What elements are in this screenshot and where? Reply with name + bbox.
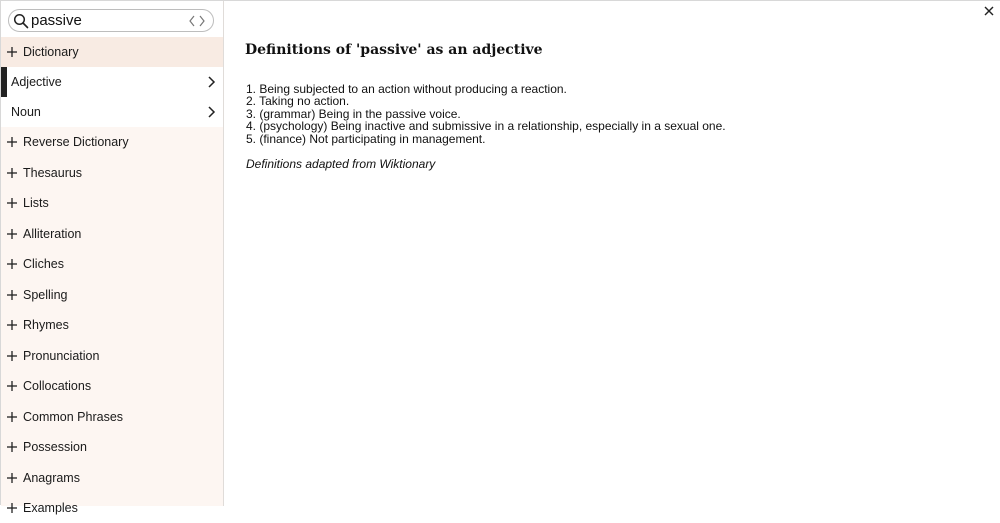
plus-icon — [6, 167, 18, 179]
plus-icon — [6, 319, 18, 331]
search-input[interactable] — [8, 9, 214, 32]
sidebar-item-label: Common Phrases — [23, 410, 124, 424]
sidebar-item-lists[interactable] — [1, 188, 223, 218]
sidebar-item-rhymes[interactable] — [1, 310, 223, 340]
sidebar-item-adjective[interactable] — [1, 67, 223, 97]
plus-icon — [6, 289, 18, 301]
sidebar-item-label: Dictionary — [23, 45, 79, 59]
sidebar-item-thesaurus[interactable] — [1, 158, 223, 188]
sidebar-item-label: Adjective — [11, 75, 62, 89]
sidebar-item-label: Possession — [23, 440, 87, 454]
plus-icon — [6, 502, 18, 514]
sidebar-item-examples[interactable] — [1, 493, 223, 523]
search-value[interactable]: passive — [31, 12, 82, 29]
plus-icon — [6, 441, 18, 453]
plus-icon — [6, 472, 18, 484]
plus-icon — [6, 46, 18, 58]
plus-icon — [6, 350, 18, 362]
plus-icon — [6, 380, 18, 392]
chevron-right-icon — [207, 106, 215, 118]
plus-icon — [6, 197, 18, 209]
sidebar-item-label: Examples — [23, 501, 78, 515]
sidebar-item-alliteration[interactable] — [1, 219, 223, 249]
plus-icon — [6, 411, 18, 423]
chevron-right-icon — [207, 76, 215, 88]
sidebar — [1, 1, 224, 515]
close-icon[interactable] — [982, 4, 996, 18]
sidebar-item-label: Reverse Dictionary — [23, 135, 129, 149]
sidebar-item-cliches[interactable] — [1, 249, 223, 279]
source-credit: Definitions adapted from Wiktionary — [246, 157, 436, 171]
plus-icon — [6, 228, 18, 240]
definition-item: 4. (psychology) Being inactive and submissive in a relationship, especially in a sexual one. — [246, 119, 726, 134]
sidebar-item-label: Cliches — [23, 257, 64, 271]
page-title: Definitions of 'passive' as an adjective — [245, 42, 543, 58]
search-icon — [13, 13, 29, 29]
sidebar-item-label: Lists — [23, 196, 49, 210]
plus-icon — [6, 136, 18, 148]
sidebar-item-reverse-dictionary[interactable] — [1, 127, 223, 157]
plus-icon — [6, 258, 18, 270]
chevron-left-right-icon[interactable] — [187, 13, 207, 29]
search-bar — [1, 1, 223, 37]
sidebar-item-label: Rhymes — [23, 318, 69, 332]
sidebar-item-spelling[interactable] — [1, 280, 223, 310]
definition-item: 2. Taking no action. — [246, 94, 350, 109]
sidebar-item-collocations[interactable] — [1, 371, 223, 401]
definition-item: 5. (finance) Not participating in management. — [246, 131, 486, 146]
sidebar-item-label: Alliteration — [23, 227, 82, 241]
sidebar-item-label: Collocations — [23, 379, 92, 393]
sidebar-item-noun[interactable] — [1, 97, 223, 127]
sidebar-item-label: Noun — [11, 105, 41, 119]
sidebar-item-common-phrases[interactable] — [1, 402, 223, 432]
definitions-list — [246, 83, 726, 145]
sidebar-item-possession[interactable] — [1, 432, 223, 462]
main-panel — [224, 1, 1000, 506]
sidebar-item-label: Anagrams — [23, 471, 80, 485]
sidebar-item-dictionary[interactable] — [1, 37, 223, 67]
sidebar-item-label: Spelling — [23, 288, 68, 302]
active-indicator — [1, 67, 7, 97]
sidebar-item-pronunciation[interactable] — [1, 341, 223, 371]
sidebar-item-anagrams[interactable] — [1, 463, 223, 493]
sidebar-item-label: Pronunciation — [23, 349, 100, 363]
definition-item: 3. (grammar) Being in the passive voice. — [246, 106, 461, 121]
sidebar-item-label: Thesaurus — [23, 166, 83, 180]
definition-item: 1. Being subjected to an action without producing a reaction. — [246, 82, 567, 96]
